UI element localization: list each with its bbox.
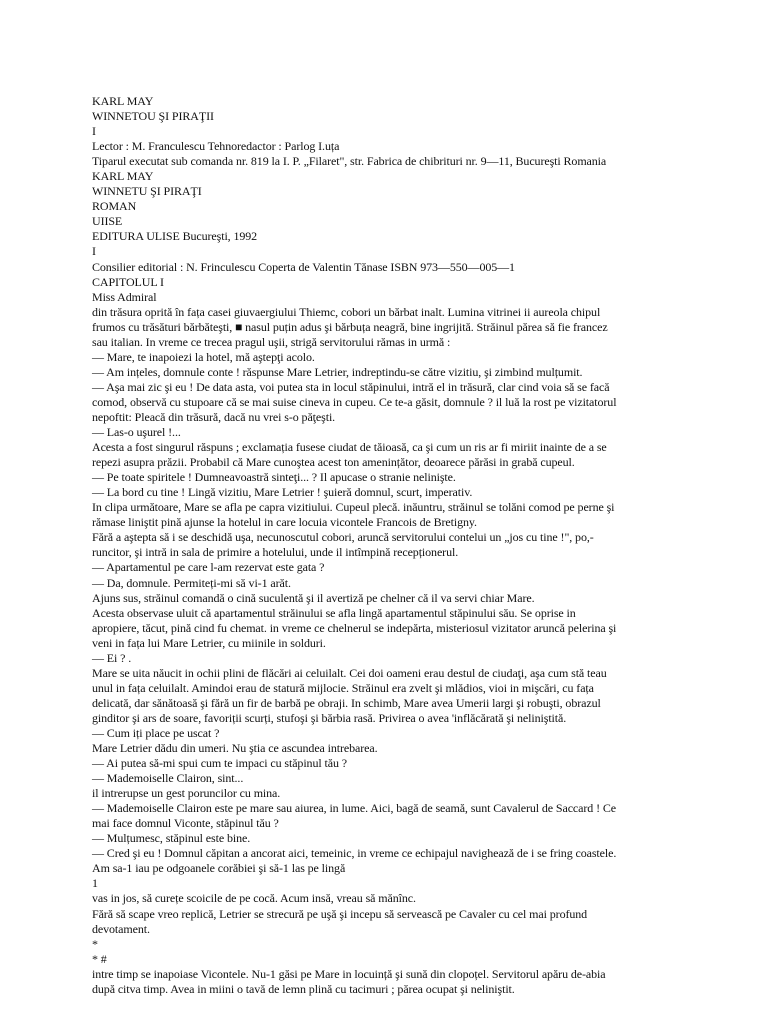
text-line: Acesta observase uluit că apartamentul străinului se afla lingă apartamentul stăpinului său. Se oprise in <box>92 605 576 620</box>
text-line: Acesta a fost singurul răspuns ; exclamația fusese ciudat de tăioasă, ca şi cum un ris ar fi miriit inainte de a se <box>92 440 607 455</box>
text-line: devotament. <box>92 921 150 936</box>
text-line: * # <box>92 951 107 966</box>
text-line: repezi asupra prăzii. Probabil că Mare cunoştea acest ton amenințător, deoarece părăsi in grabă cupeul. <box>92 455 575 470</box>
text-line: — Pe toate spiritele ! Dumneavoastră sinteţi... ? Il apucase o stranie nelinişte. <box>92 470 456 485</box>
text-line: Fără a aştepta să i se deschidă uşa, necunoscutul cobori, aruncă servitorului contelui un „jos cu tine !", po,- <box>92 530 594 545</box>
text-line: — Ai putea să-mi spui cum te impaci cu stăpinul tău ? <box>92 756 347 771</box>
document-page <box>92 94 682 997</box>
text-line: ROMAN <box>92 199 137 214</box>
text-line: — Mademoiselle Clairon, sint... <box>92 771 244 786</box>
text-line: runcitor, şi intră in sala de primire a hotelului, unde il intîmpină recepționerul. <box>92 545 459 560</box>
text-line: — Las-o uşurel !... <box>92 425 181 440</box>
text-line: Mare Letrier dădu din umeri. Nu ştia ce ascundea intrebarea. <box>92 741 378 756</box>
text-line: Tiparul executat sub comanda nr. 819 la I. P. „Filaret", str. Fabrica de chibrituri nr. 9—11, Bucureşti Romania <box>92 154 607 169</box>
text-line: vas in jos, să curețe scoicile de pe cocă. Acum insă, vreau să mănînc. <box>92 891 416 906</box>
text-line: Am sa-1 iau pe odgoanele corăbiei şi să-1 las pe lingă <box>92 861 346 876</box>
text-line: * <box>92 936 98 951</box>
text-line: Lector : M. Franculescu Tehnoredactor : Parlog I.uța <box>92 139 340 154</box>
text-line: Ajuns sus, străinul comandă o cină suculentă şi il avertiză pe chelner că il va servi chiar Mare. <box>92 590 535 605</box>
text-line: Consilier editorial : N. Frinculescu Coperta de Valentin Tănase ISBN 973—550—005—1 <box>92 259 515 274</box>
text-line: WINNETOU ŞI PIRAŢII <box>92 109 214 124</box>
text-line: nepoftit: Pleacă din trăsură, dacă nu vrei s-o păţeşti. <box>92 409 336 424</box>
text-line: — Mademoiselle Clairon este pe mare sau aiurea, in lume. Aici, bagă de seamă, sunt Cavalerul de Saccard ! Ce <box>92 801 617 816</box>
text-line: In clipa următoare, Mare se afla pe capra vizitiului. Cupeul plecă. inăuntru, străinul se tolăni comod pe perne şi <box>92 500 615 515</box>
text-line: rămase liniştit pină ajunse la hotelul in care locuia vicontele Francois de Bretigny. <box>92 515 477 530</box>
text-line: — Mulțumesc, stăpinul este bine. <box>92 831 251 846</box>
text-line: mai face domnul Viconte, stăpinul tău ? <box>92 816 279 831</box>
text-line: — La bord cu tine ! Lingă vizitiu, Mare Letrier ! şuieră domnul, scurt, imperativ. <box>92 485 473 500</box>
text-line: Mare se uita năucit in ochii plini de flăcări ai celuilalt. Cei doi oameni erau destul de ciudaţi, aşa cum stă teau <box>92 665 607 680</box>
text-line: — Apartamentul pe care l-am rezervat este gata ? <box>92 560 325 575</box>
text-line: KARL MAY <box>92 169 154 184</box>
text-line: 1 <box>92 876 98 891</box>
text-line: Miss Admiral <box>92 289 157 304</box>
text-line: I <box>92 124 96 139</box>
text-line: — Da, domnule. Permiteți-mi să vi-1 arăt. <box>92 575 291 590</box>
text-line: veni in fața lui Mare Letrier, cu miinile in solduri. <box>92 635 326 650</box>
text-line: KARL MAY <box>92 94 154 108</box>
text-line: UIISE <box>92 214 123 229</box>
text-line: sau italian. In vreme ce trecea pragul uşii, strigă servitorului rămas in urmă : <box>92 334 451 349</box>
text-line: apropiere, tăcut, pină cind fu chemat. in vreme ce chelnerul se indepărta, misteriosul vizitator aruncă pelerina şi <box>92 620 617 635</box>
text-line: ginditor şi ars de soare, favoriții scurți, stufoşi şi bărbia rasă. Privirea o avea 'inflăcărată şi neliniştită. <box>92 710 567 725</box>
text-line: din trăsura oprită în fața casei giuvaergiului Thiemc, cobori un bărbat inalt. Lumina vitrinei ii aureola chipul <box>92 304 601 319</box>
text-line: — Aşa mai zic şi eu ! De data asta, voi putea sta in locul stăpinului, intră el in trăsură, clar cind voia să se facă <box>92 379 610 394</box>
text-line: WINNETU ŞI PIRAŢI <box>92 184 202 199</box>
text-line: Fără să scape vreo replică, Letrier se strecură pe uşă şi incepu să servească pe Cavaler cu cel mai profund <box>92 906 588 921</box>
text-line: — Cum iți place pe uscat ? <box>92 725 220 740</box>
text-line: — Am ințeles, domnule conte ! răspunse Mare Letrier, indreptindu-se către vizitiu, şi zimbind mulțumit. <box>92 364 583 379</box>
text-line: comod, observă cu stupoare că se mai suise cineva in cupeu. Ce te-a găsit, domnule ? il luă la rost pe vizitatorul <box>92 394 617 409</box>
text-line: intre timp se inapoiase Vicontele. Nu-1 găsi pe Mare in locuință şi sună din clopoțel. Servitorul apăru de-abia <box>92 966 606 981</box>
text-line: il intrerupse un gest poruncilor cu mina. <box>92 786 281 801</box>
text-line: — Cred şi eu ! Domnul căpitan a ancorat aici, temeinic, in vreme ce echipajul navighează de i se fring coastele. <box>92 846 617 861</box>
text-line: delicată, dar sănătoasă şi fără un fir de barbă pe obraji. In schimb, Mare avea Umerii largi şi robuşti, obrazul <box>92 695 601 710</box>
text-line: frumos cu trăsături bărbăteşti, ■ nasul puțin adus şi bărbuța neagră, bine ingrijită. Străinul părea să fie francez <box>92 319 608 334</box>
text-line: unul in fața celuilalt. Amindoi erau de statură mijlocie. Străinul era zvelt şi mlădios, vioi in mişcări, cu fața <box>92 680 594 695</box>
text-line: CAPITOLUL I <box>92 274 164 289</box>
text-line: după citva timp. Avea in miini o tavă de lemn plină cu tacimuri ; părea ocupat şi neliniştit. <box>92 981 515 996</box>
text-line: — Mare, te inapoiezi la hotel, mă aştepţi acolo. <box>92 349 315 364</box>
text-line: I <box>92 244 96 259</box>
text-line: — Ei ? . <box>92 650 132 665</box>
text-line: EDITURA ULISE Bucureşti, 1992 <box>92 229 258 244</box>
